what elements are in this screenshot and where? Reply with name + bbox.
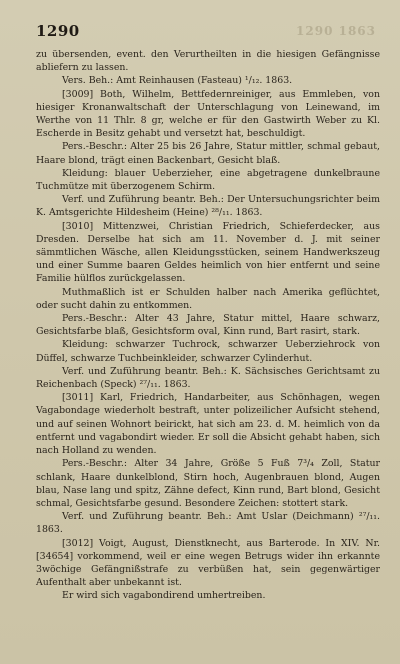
paragraph: Pers.-Beschr.: Alter 43 Jahre, Statur mittel, Haare schwarz, Gesichtsfarbe blaß, Gesichtsform oval, Kinn rund, Bart rasirt, stark. — [36, 313, 380, 338]
paragraph: zu übersenden, event. den Verurtheilten in die hiesigen Gefängnisse abliefern zu lassen. — [36, 49, 380, 74]
paragraph: Vers. Beh.: Amt Reinhausen (Fasteau) ¹/₁₂. 1863. — [62, 75, 293, 87]
paragraph: Verf. und Zuführung beantr. Beh.: Der Untersuchungsrichter beim K. Amtsgerichte Hildesheim (Heine) ²⁸/₁₁. 1863. — [36, 194, 380, 219]
paragraph: Pers.-Beschr.: Alter 25 bis 26 Jahre, Statur mittler, schmal gebaut, Haare blond, trägt einen Backenbart, Gesicht blaß. — [36, 141, 380, 166]
paragraph: Kleidung: blauer Ueberzieher, eine abgetragene dunkelbraune Tuchmütze mit überzogenem Schirm. — [36, 167, 380, 193]
paragraph: Kleidung: schwarzer Tuchrock, schwarzer Ueberziehrock von Düffel, schwarze Tuchbeinkleider, schwarzer Cylinderhut. — [36, 339, 380, 364]
bleed-through-text: 1290 1863 — [296, 24, 376, 38]
page-body — [36, 48, 380, 603]
paragraph: Pers.-Beschr.: Alter 34 Jahre, Größe 5 Fuß 7³/₄ Zoll, Statur schlank, Haare dunkelblond, Stirn hoch, Augenbrauen blond, Augen blau, Nase lang und spitz, Zähne defect, Kinn rund, Bart blond, Gesicht schmal, Gesichtsfarbe gesund. Besondere Zeichen: stottert stark. — [36, 458, 380, 509]
page-header — [36, 22, 376, 42]
paragraph: Muthmaßlich ist er Schulden halber nach Amerika geflüchtet, oder sucht dahin zu entkommen. — [36, 286, 380, 311]
paragraph: [3009] Both, Wilhelm, Bettfedernreiniger, aus Emmleben, von hiesiger Kronanwaltschaft der Unterschlagung von Leinewand, im Werthe von 11 Thlr. 8 gr, welche er für den Gastwirth Weber zu Kl. Escherde in Besitz gehabt und versetzt hat, beschuldigt. — [36, 88, 380, 140]
paragraph: Verf. und Zuführung beantr. Beh.: K. Sächsisches Gerichtsamt zu Reichenbach (Speck) ²⁷/₁₁. 1863. — [36, 365, 380, 391]
paragraph: Verf. und Zuführung beantr. Beh.: Amt Uslar (Deichmann) ²⁷/₁₁. 1863. — [36, 511, 380, 536]
page-number: 1290 — [36, 22, 80, 40]
paragraph: [3012] Voigt, August, Dienstknecht, aus Barterode. In XIV. Nr. [34654] vorkommend, weil er eine wegen Betrugs wider ihn erkannte 3wöchige Gefängnißstrafe zu verbüßen hat, sein gegenwärtiger Aufenthalt aber unbekannt ist. — [36, 537, 380, 589]
paragraph: [3010] Mittenzwei, Christian Friedrich, Schieferdecker, aus Dresden. Derselbe hat sich am 11. November d. J. mit seiner sämmtlichen Wäsche, allen Kleidungsstücken, seinem Handwerkszeug und einer Summe baaren Geldes heimlich von hier entfernt und seine Familie hülflos zurückgelassen. — [36, 220, 380, 285]
paragraph: Er wird sich vagabondirend umhertreiben. — [62, 590, 266, 602]
paragraph: [3011] Karl, Friedrich, Handarbeiter, aus Schönhagen, wegen Vagabondage wiederholt bestraft, unter polizeilicher Aufsicht stehend, und auf seinen Wohnort beirickt, hat sich am 23. d. M. heimlich von da entfernt und vagabondirt wieder. Er soll die Absicht gehabt haben, sich nach Holland zu wenden. — [36, 392, 380, 457]
